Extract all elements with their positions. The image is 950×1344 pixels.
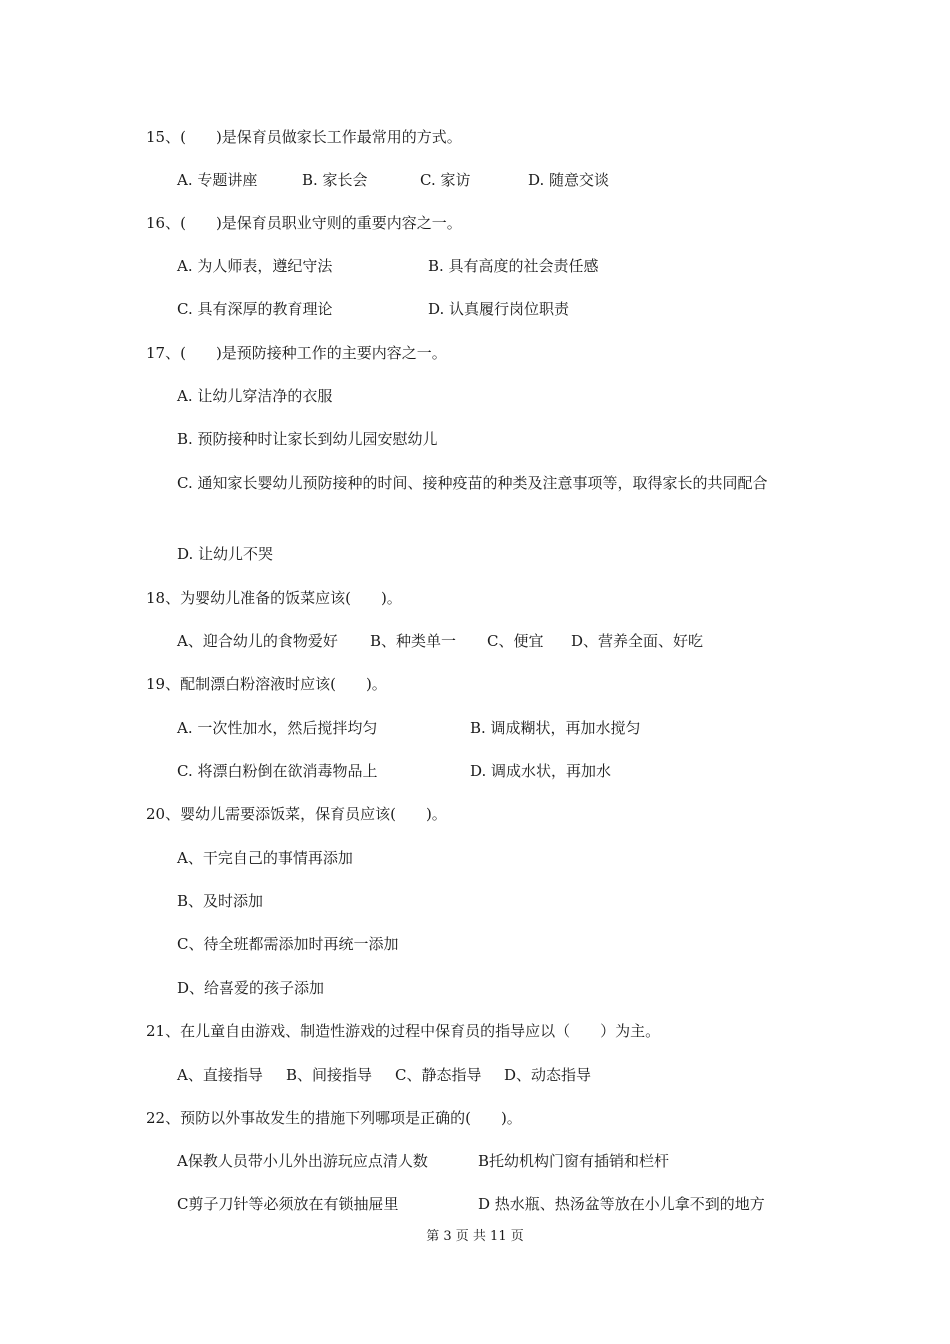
option-d: D 热水瓶、热汤盆等放在小儿拿不到的地方 — [478, 1195, 765, 1213]
option-c: C. 通知家长婴幼儿预防接种的时间、接种疫苗的种类及注意事项等，取得家长的共同配合 — [177, 474, 768, 492]
option-c: C剪子刀针等必须放在有锁抽屉里 — [177, 1195, 399, 1213]
option-d: D. 认真履行岗位职责 — [428, 300, 570, 318]
option-a: A、迎合幼儿的食物爱好 — [177, 632, 338, 650]
question-16-stem: 16、( )是保育员职业守则的重要内容之一。 — [146, 214, 462, 232]
option-a: A保教人员带小儿外出游玩应点清人数 — [177, 1152, 428, 1170]
option-d: D、动态指导 — [504, 1066, 592, 1084]
option-b: B、及时添加 — [177, 892, 264, 910]
option-b: B. 调成糊状，再加水搅匀 — [470, 719, 641, 737]
option-c: C. 将漂白粉倒在欲消毒物品上 — [177, 762, 378, 780]
option-b: B、间接指导 — [286, 1066, 373, 1084]
option-a: A. 专题讲座 — [177, 171, 258, 189]
option-b: B. 具有高度的社会责任感 — [428, 257, 599, 275]
question-20-stem: 20、婴幼儿需要添饭菜，保育员应该( )。 — [146, 805, 447, 823]
option-c: C、待全班都需添加时再统一添加 — [177, 935, 399, 953]
question-17-stem: 17、( )是预防接种工作的主要内容之一。 — [146, 344, 447, 362]
option-c: C、便宜 — [487, 632, 544, 650]
question-15-stem: 15、( )是保育员做家长工作最常用的方式。 — [146, 128, 462, 146]
option-d: D. 调成水状，再加水 — [470, 762, 612, 780]
option-d: D. 随意交谈 — [528, 171, 610, 189]
option-d: D. 让幼儿不哭 — [177, 545, 274, 563]
question-19-stem: 19、配制漂白粉溶液时应该( )。 — [146, 675, 387, 693]
option-c: C. 具有深厚的教育理论 — [177, 300, 333, 318]
option-c: C、静态指导 — [395, 1066, 482, 1084]
option-c: C. 家访 — [420, 171, 471, 189]
option-b: B. 预防接种时让家长到幼儿园安慰幼儿 — [177, 430, 438, 448]
option-d: D、给喜爱的孩子添加 — [177, 979, 325, 997]
option-a: A. 为人师表，遵纪守法 — [177, 257, 333, 275]
option-b: B托幼机构门窗有插销和栏杆 — [478, 1152, 670, 1170]
option-a: A. 一次性加水，然后搅拌均匀 — [177, 719, 378, 737]
option-a: A、干完自己的事情再添加 — [177, 849, 353, 867]
option-a: A、直接指导 — [177, 1066, 263, 1084]
page-footer: 第 3 页 共 11 页 — [426, 1229, 524, 1244]
option-b: B. 家长会 — [302, 171, 368, 189]
question-22-stem: 22、预防以外事故发生的措施下列哪项是正确的( )。 — [146, 1109, 522, 1127]
question-18-stem: 18、为婴幼儿准备的饭菜应该( )。 — [146, 589, 402, 607]
option-b: B、种类单一 — [370, 632, 457, 650]
question-21-stem: 21、在儿童自由游戏、制造性游戏的过程中保育员的指导应以（ ）为主。 — [146, 1022, 661, 1040]
option-d: D、营养全面、好吃 — [571, 632, 704, 650]
option-a: A. 让幼儿穿洁净的衣服 — [177, 387, 333, 405]
